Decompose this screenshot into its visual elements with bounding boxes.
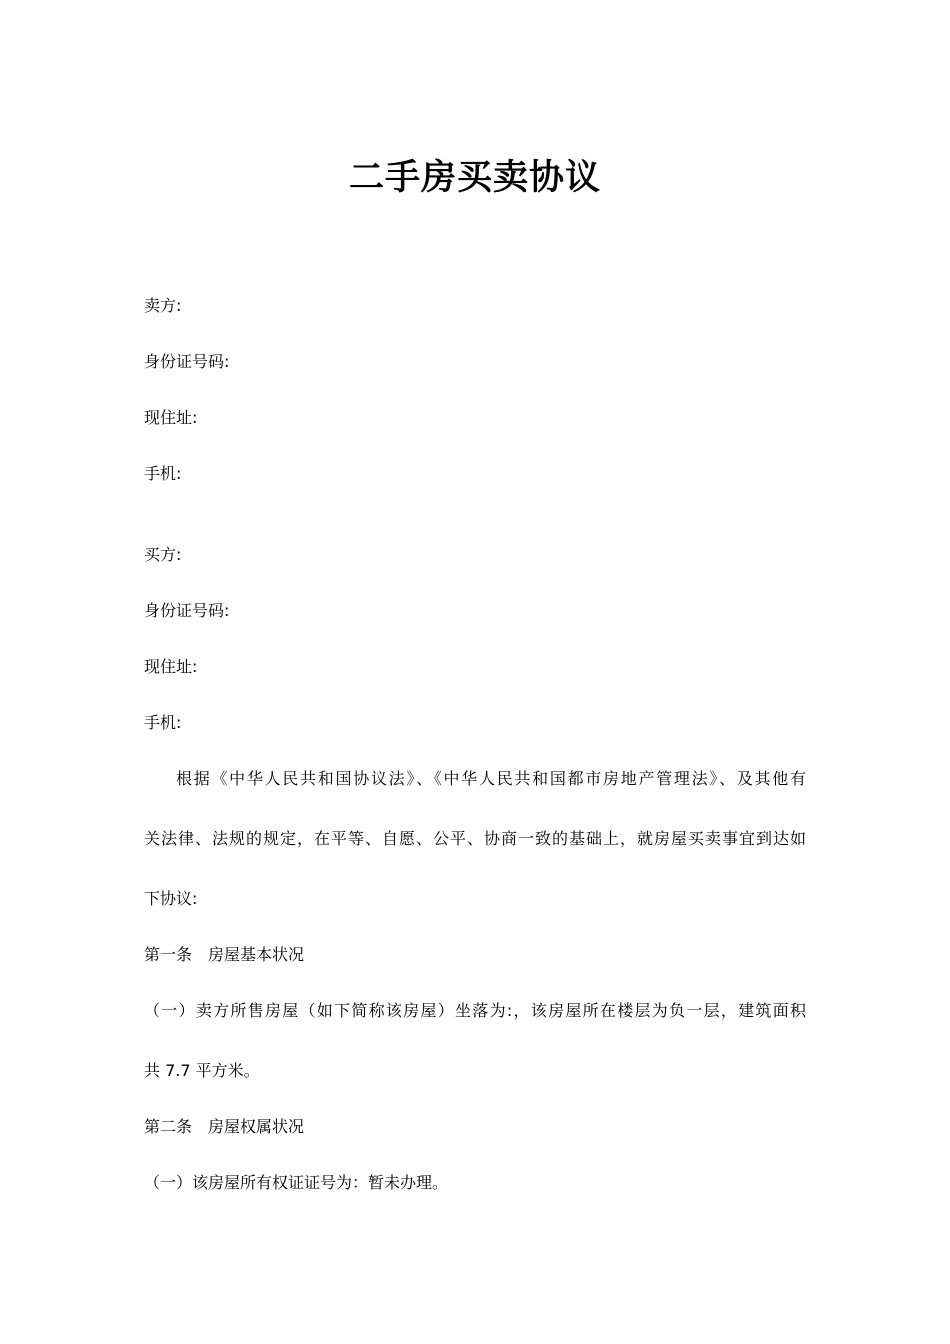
seller-phone-label: 手机:: [144, 464, 182, 483]
article-1-heading: [144, 943, 304, 967]
seller-id-label: 身份证号码:: [144, 352, 230, 371]
article-2-clause-1: （一）该房屋所有权证证号为：暂未办理。: [144, 1173, 449, 1192]
article-2-title: 房屋权属状况: [208, 1117, 305, 1136]
buyer-phone-label: 手机:: [144, 713, 182, 732]
article-2-number: 第二条: [144, 1117, 193, 1136]
buyer-address-label: 现住址:: [144, 657, 198, 676]
preamble-line-3: 下协议:: [144, 889, 198, 908]
article-1-number: 第一条: [144, 945, 193, 964]
buyer-id-label: 身份证号码:: [144, 601, 230, 620]
article-1-title: 房屋基本状况: [208, 945, 305, 964]
buyer-name-label: 买方:: [144, 545, 182, 564]
article-1-clause-1-line-1: （一）卖方所售房屋（如下简称该房屋）坐落为:，该房屋所在楼层为负一层，建筑面积: [144, 1001, 806, 1020]
article-2-heading: [144, 1115, 304, 1139]
preamble-line-2: 关法律、法规的规定，在平等、自愿、公平、协商一致的基础上，就房屋买卖事宜到达如: [144, 829, 806, 848]
seller-address-label: 现住址:: [144, 408, 198, 427]
seller-name-label: 卖方:: [144, 296, 182, 315]
article-1-clause-1-line-2: 共 7.7 平方米。: [144, 1061, 260, 1080]
document-title: 二手房买卖协议: [348, 158, 601, 198]
preamble-line-1: 根据《中华人民共和国协议法》、《中华人民共和国都市房地产管理法》、及其他有: [176, 769, 806, 788]
